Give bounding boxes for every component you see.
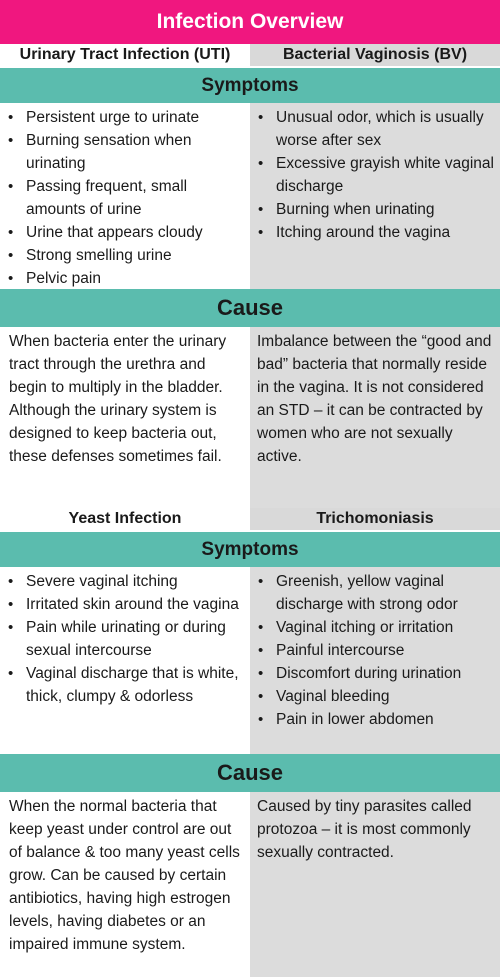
cause-row-2: [0, 792, 500, 977]
yeast-symptoms: [0, 567, 250, 754]
list-item: • Urine that appears cloudy: [6, 221, 244, 244]
column-headings-1: [0, 44, 500, 66]
list-item: • Vaginal itching or irritation: [256, 616, 494, 639]
list-item: • Burning when urinating: [256, 198, 494, 221]
heading-yeast: Yeast Infection: [0, 508, 250, 530]
list-item: • Excessive grayish white vaginal discharge: [256, 152, 494, 198]
list-item: • Severe vaginal itching: [6, 570, 244, 593]
list-item: • Persistent urge to urinate: [6, 106, 244, 129]
cause-text: When the normal bacteria that keep yeast under control are out of balance & too many yeast cells grow. Can be caused by certain antibiotics, having high estrogen levels, having diabetes or an impaired immune system.: [9, 798, 240, 953]
bv-symptoms: [250, 103, 500, 289]
list-item: • Discomfort during urination: [256, 662, 494, 685]
uti-symptoms: [0, 103, 250, 289]
cause-text: When bacteria enter the urinary tract through the urethra and begin to multiply in the bladder. Although the urinary system is designed to keep bacteria out, these defenses sometimes fail.: [9, 333, 227, 465]
bv-cause: [250, 327, 500, 508]
cause-row-1: [0, 327, 500, 508]
cause-text: Caused by tiny parasites called protozoa – it is most commonly sexually contracted.: [257, 798, 472, 861]
list-item: • Unusual odor, which is usually worse after sex: [256, 106, 494, 152]
list-item: • Irritated skin around the vagina: [6, 593, 244, 616]
trich-symptoms: [250, 567, 500, 754]
list-item: • Pain while urinating or during sexual intercourse: [6, 616, 244, 662]
symptoms-band-1: Symptoms: [0, 68, 500, 103]
trich-cause: [250, 792, 500, 977]
list-item: • Greenish, yellow vaginal discharge with strong odor: [256, 570, 494, 616]
cause-band-2: Cause: [0, 754, 500, 792]
list-item: • Painful intercourse: [256, 639, 494, 662]
symptoms-row-2: [0, 567, 500, 754]
cause-band-1: Cause: [0, 289, 500, 327]
cause-text: Imbalance between the “good and bad” bacteria that normally reside in the vagina. It is not considered an STD – it can be contracted by women who are not sexually active.: [257, 333, 492, 465]
symptoms-band-2: Symptoms: [0, 532, 500, 567]
list-item: • Passing frequent, small amounts of urine: [6, 175, 244, 221]
list-item: • Pain in lower abdomen: [256, 708, 494, 731]
heading-trich: Trichomoniasis: [250, 508, 500, 530]
symptoms-row-1: [0, 103, 500, 289]
heading-uti: Urinary Tract Infection (UTI): [0, 44, 250, 66]
heading-bv: Bacterial Vaginosis (BV): [250, 44, 500, 66]
list-item: • Pelvic pain: [6, 267, 244, 290]
list-item: • Burning sensation when urinating: [6, 129, 244, 175]
yeast-cause: [0, 792, 250, 977]
list-item: • Vaginal discharge that is white, thick, clumpy & odorless: [6, 662, 244, 708]
column-headings-2: [0, 508, 500, 530]
list-item: • Itching around the vagina: [256, 221, 494, 244]
page-title: Infection Overview: [0, 0, 500, 44]
list-item: • Strong smelling urine: [6, 244, 244, 267]
uti-cause: [0, 327, 250, 508]
list-item: • Vaginal bleeding: [256, 685, 494, 708]
